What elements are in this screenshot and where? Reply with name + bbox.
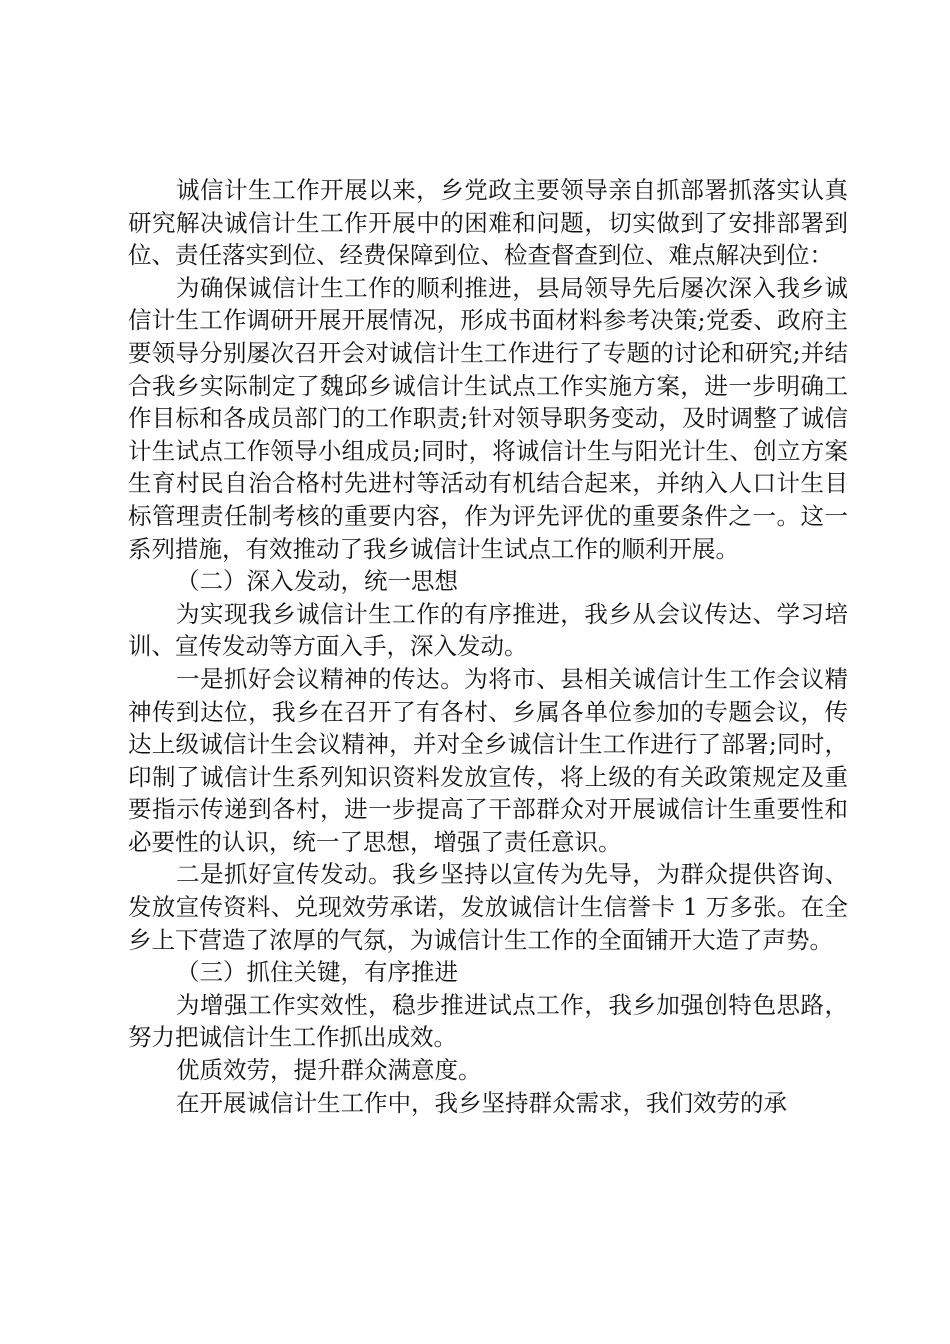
paragraph-7: 优质效劳，提升群众满意度。	[176, 1056, 482, 1085]
paragraph-5: 二是抓好宣传发动。我乡坚持以宣传为先导，为群众提供咨询、发放宣传资料、兑现效劳承诺，发放诚信计生信誉卡 1 万多张。在全乡上下营造了浓厚的气氛，为诚信计生工作的全面铺开大造了声势。	[128, 860, 848, 954]
paragraph-8: 在开展诚信计生工作中，我乡坚持群众需求，我们效劳的承	[176, 1088, 787, 1117]
paragraph-3: 为实现我乡诚信计生工作的有序推进，我乡从会议传达、学习培训、宣传发动等方面入手，深入发动。	[128, 599, 848, 661]
paragraph-6: 为增强工作实效性，稳步推进试点工作，我乡加强创特色思路，努力把诚信计生工作抓出成效。	[128, 990, 848, 1052]
section-heading-3: （三）抓住关键，有序推进	[176, 958, 458, 987]
paragraph-4: 一是抓好会议精神的传达。为将市、县相关诚信计生工作会议精神传到达位，我乡在召开了有各村、乡属各单位参加的专题会议，传达上级诚信计生会议精神，并对全乡诚信计生工作进行了部署;同时，印制了诚信计生系列知识资料发放宣传，将上级的有关政策规定及重要指示传递到各村，进一步提高了干部群众对开展诚信计生重要性和必要性的认识，统一了思想，增强了责任意识。	[128, 664, 848, 856]
paragraph-1: 诚信计生工作开展以来，乡党政主要领导亲自抓部署抓落实认真研究解决诚信计生工作开展中的困难和问题，切实做到了安排部署到位、责任落实到位、经费保障到位、检查督查到位、难点解决到位：	[128, 176, 848, 270]
document-body	[128, 174, 848, 1119]
section-heading-2: （二）深入发动，统一思想	[176, 567, 458, 596]
paragraph-2: 为确保诚信计生工作的顺利推进，县局领导先后屡次深入我乡诚信计生工作调研开展开展情况，形成书面材料参考决策;党委、政府主要领导分别屡次召开会对诚信计生工作进行了专题的讨论和研究;并结合我乡实际制定了魏邱乡诚信计生试点工作实施方案，进一步明确工作目标和各成员部门的工作职责;针对领导职务变动，及时调整了诚信计生试点工作领导小组成员;同时，将诚信计生与阳光计生、创立方案生育村民自治合格村先进村等活动有机结合起来，并纳入人口计生目标管理责任制考核的重要内容，作为评先评优的重要条件之一。这一系列措施，有效推动了我乡诚信计生试点工作的顺利开展。	[128, 273, 848, 563]
